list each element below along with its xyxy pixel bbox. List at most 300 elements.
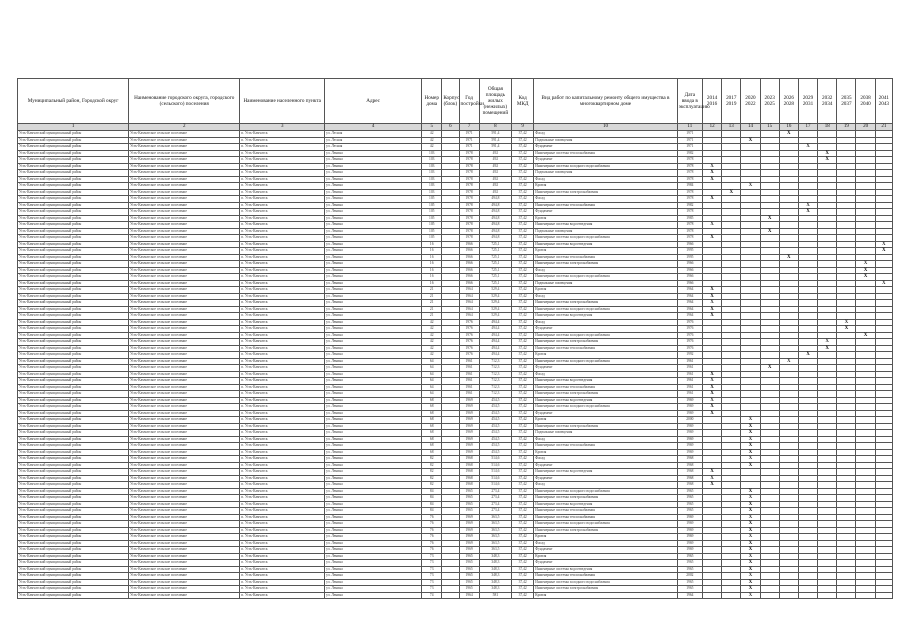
table-cell: 37,42 xyxy=(512,566,534,573)
table-cell: 103 xyxy=(422,176,442,183)
table-cell: 105 xyxy=(422,215,442,222)
table-cell: 1961 xyxy=(459,365,479,372)
period-mark: Х xyxy=(741,547,760,554)
table-cell: Усть-Камчатское сельское поселение xyxy=(129,495,240,502)
table-cell: 37,42 xyxy=(512,313,534,320)
table-cell: 37,42 xyxy=(512,553,534,560)
table-cell: Усть-Камчатский муниципальный район xyxy=(18,462,129,469)
table-cell: 103 xyxy=(422,157,442,164)
table-cell: 37,42 xyxy=(512,131,534,138)
table-cell: ул. Ленина xyxy=(325,378,422,385)
table-cell: ул. Ленина xyxy=(325,293,422,300)
table-cell: 76 xyxy=(422,540,442,547)
table-cell: Усть-Камчатский муниципальный район xyxy=(18,495,129,502)
header-cell: Наименование городского округа, городского (сельского) поселения xyxy=(129,79,240,124)
header-cell: 2035 2037 xyxy=(837,79,856,124)
table-cell: 37,42 xyxy=(512,170,534,177)
table-cell: 1969 xyxy=(677,423,702,430)
table-cell: 1968 xyxy=(677,475,702,482)
table-cell: Усть-Камчатский муниципальный район xyxy=(18,540,129,547)
table-row xyxy=(18,592,893,599)
column-number: 15 xyxy=(760,124,779,131)
column-number: 20 xyxy=(856,124,875,131)
table-cell: 84 xyxy=(422,488,442,495)
table-cell: п. Усть-Камчатск xyxy=(240,215,325,222)
table-cell: ул. Ленина xyxy=(325,345,422,352)
table-cell: Усть-Камчатское сельское поселение xyxy=(129,313,240,320)
table-cell: ул. Ленина xyxy=(325,573,422,580)
table-cell: 1961 xyxy=(677,391,702,398)
table-cell: 37,42 xyxy=(512,495,534,502)
table-cell: Усть-Камчатское сельское поселение xyxy=(129,228,240,235)
table-cell: 1965 xyxy=(677,501,702,508)
table-cell: ул. Ленина xyxy=(325,514,422,521)
table-cell: 1965 xyxy=(677,508,702,515)
table-cell: Усть-Камчатское сельское поселение xyxy=(129,488,240,495)
table-cell: Усть-Камчатский муниципальный район xyxy=(18,202,129,209)
table-cell: ул. Ленина xyxy=(325,189,422,196)
table-cell: Инженерные системы холодного водоснабжения xyxy=(534,235,677,242)
table-cell: Усть-Камчатский муниципальный район xyxy=(18,280,129,287)
period-mark: Х xyxy=(741,183,760,190)
table-cell: Усть-Камчатское сельское поселение xyxy=(129,560,240,567)
table-cell: ул. Ленина xyxy=(325,365,422,372)
table-cell: 21 xyxy=(422,306,442,313)
table-cell: Усть-Камчатский муниципальный район xyxy=(18,352,129,359)
table-cell: Усть-Камчатский муниципальный район xyxy=(18,560,129,567)
table-cell: 37,42 xyxy=(512,254,534,261)
table-cell: 1968 xyxy=(459,482,479,489)
table-cell: Усть-Камчатское сельское поселение xyxy=(129,410,240,417)
table-cell: 529,4 xyxy=(479,287,511,294)
table-cell xyxy=(818,592,837,599)
table-cell: 37,42 xyxy=(512,378,534,385)
period-mark: Х xyxy=(856,261,875,268)
table-cell: Усть-Камчатское сельское поселение xyxy=(129,280,240,287)
column-number: 8 xyxy=(479,124,511,131)
table-cell: Усть-Камчатский муниципальный район xyxy=(18,215,129,222)
table-cell: 591,4 xyxy=(479,144,511,151)
table-cell: Инженерные системы теплоснабжения xyxy=(534,573,677,580)
table-cell: п. Усть-Камчатск xyxy=(240,248,325,255)
table-cell: 37,42 xyxy=(512,469,534,476)
table-cell: 1976 xyxy=(677,332,702,339)
table-cell: 16 xyxy=(422,248,442,255)
table-cell: Фундамент xyxy=(534,365,677,372)
table-cell: Усть-Камчатский муниципальный район xyxy=(18,345,129,352)
table-cell xyxy=(837,592,856,599)
table-cell: Инженерные системы электроснабжения xyxy=(534,495,677,502)
table-cell: п. Усть-Камчатск xyxy=(240,430,325,437)
table-cell: 103 xyxy=(422,150,442,157)
period-mark: Х xyxy=(741,592,760,599)
table-cell: п. Усть-Камчатск xyxy=(240,521,325,528)
column-number: 19 xyxy=(837,124,856,131)
table-cell: Усть-Камчатское сельское поселение xyxy=(129,449,240,456)
table-cell: Усть-Камчатское сельское поселение xyxy=(129,131,240,138)
table-cell: 37,42 xyxy=(512,475,534,482)
table-cell: п. Усть-Камчатск xyxy=(240,150,325,157)
table-cell: ул. Ленина xyxy=(325,202,422,209)
table-cell: 37,42 xyxy=(512,527,534,534)
table-cell: 37,42 xyxy=(512,150,534,157)
table-cell: ул. Ленина xyxy=(325,254,422,261)
table-cell: 42 xyxy=(422,131,442,138)
table-cell: Кровля xyxy=(534,592,677,599)
table-cell: Усть-Камчатское сельское поселение xyxy=(129,300,240,307)
table-cell: 1961 xyxy=(677,371,702,378)
table-cell: 348,3 xyxy=(479,573,511,580)
column-number: 12 xyxy=(702,124,721,131)
table-cell: Усть-Камчатский муниципальный район xyxy=(18,131,129,138)
table-cell: Инженерные системы теплоснабжения xyxy=(534,345,677,352)
table-cell: 1995 xyxy=(677,254,702,261)
table-cell: 64 xyxy=(422,365,442,372)
table-cell: 64 xyxy=(422,371,442,378)
table-cell: ул. Ленина xyxy=(325,430,422,437)
table-cell: Усть-Камчатский муниципальный район xyxy=(18,527,129,534)
table-cell: ул. Лесная xyxy=(325,131,422,138)
column-number: 7 xyxy=(459,124,479,131)
table-cell: Фундамент xyxy=(534,462,677,469)
table-cell: ул. Ленина xyxy=(325,352,422,359)
table-cell: 1968 xyxy=(459,456,479,463)
table-cell: ул. Ленина xyxy=(325,508,422,515)
table-cell: п. Усть-Камчатск xyxy=(240,443,325,450)
period-mark: Х xyxy=(818,345,837,352)
table-cell: Усть-Камчатское сельское поселение xyxy=(129,378,240,385)
table-cell: Фасад xyxy=(534,540,677,547)
table-cell: 1969 xyxy=(459,417,479,424)
period-mark: Х xyxy=(875,280,892,287)
header-cell: Корпус (блок) xyxy=(442,79,459,124)
table-cell: 591,4 xyxy=(479,131,511,138)
table-cell: ул. Ленина xyxy=(325,176,422,183)
table-cell: ул. Ленина xyxy=(325,228,422,235)
table-cell: п. Усть-Камчатск xyxy=(240,540,325,547)
period-mark: Х xyxy=(741,436,760,443)
table-cell: 37,42 xyxy=(512,443,534,450)
table-cell: ул. Ленина xyxy=(325,404,422,411)
table-cell: 1965 xyxy=(459,560,479,567)
table-cell: Инженерные системы водоотведения xyxy=(534,469,677,476)
period-mark: Х xyxy=(856,267,875,274)
table-cell: 1964 xyxy=(677,592,702,599)
table-cell: Инженерные системы электроснабжения xyxy=(534,586,677,593)
table-cell: 37,42 xyxy=(512,319,534,326)
period-mark: Х xyxy=(702,397,721,404)
table-cell: 37,42 xyxy=(512,241,534,248)
table-cell: п. Усть-Камчатск xyxy=(240,144,325,151)
table-cell: 1968 xyxy=(459,462,479,469)
table-cell: ул. Ленина xyxy=(325,475,422,482)
table-cell: Усть-Камчатский муниципальный район xyxy=(18,267,129,274)
table-cell: 363,5 xyxy=(479,527,511,534)
table-cell: Инженерные системы теплоснабжения xyxy=(534,150,677,157)
table-cell: 1978 xyxy=(677,196,702,203)
table-cell: Усть-Камчатский муниципальный район xyxy=(18,579,129,586)
table-cell: Фундамент xyxy=(534,209,677,216)
table-cell: ул. Лесная xyxy=(325,144,422,151)
table-cell: Усть-Камчатское сельское поселение xyxy=(129,475,240,482)
period-mark: Х xyxy=(741,449,760,456)
table-cell: 37,42 xyxy=(512,534,534,541)
table-cell: 1965 xyxy=(459,501,479,508)
table-cell: ул. Ленина xyxy=(325,339,422,346)
table-cell: Усть-Камчатское сельское поселение xyxy=(129,261,240,268)
table-cell: 1976 xyxy=(459,339,479,346)
period-mark: Х xyxy=(837,319,856,326)
table-cell: п. Усть-Камчатск xyxy=(240,378,325,385)
table-cell: 1969 xyxy=(459,404,479,411)
table-cell: 1961 xyxy=(677,378,702,385)
table-cell: 1969 xyxy=(459,430,479,437)
table-cell: 1969 xyxy=(459,443,479,450)
table-cell: п. Усть-Камчатск xyxy=(240,475,325,482)
period-mark: Х xyxy=(741,456,760,463)
table-cell: Инженерные системы водоотведения xyxy=(534,241,677,248)
table-cell: Усть-Камчатское сельское поселение xyxy=(129,137,240,144)
table-cell: 712,3 xyxy=(479,371,511,378)
table-cell: ул. Ленина xyxy=(325,501,422,508)
capital-repair-table xyxy=(17,78,893,599)
table-cell: 84 xyxy=(422,508,442,515)
table-cell: Кровля xyxy=(534,449,677,456)
table-cell: 37,42 xyxy=(512,274,534,281)
table-cell: Усть-Камчатское сельское поселение xyxy=(129,443,240,450)
table-cell: 37,42 xyxy=(512,189,534,196)
table-cell: ул. Ленина xyxy=(325,157,422,164)
table-cell: 1965 xyxy=(459,579,479,586)
table-cell: 37,42 xyxy=(512,410,534,417)
table-cell: 454,5 xyxy=(479,443,511,450)
table-cell: Усть-Камчатский муниципальный район xyxy=(18,443,129,450)
table-cell xyxy=(702,592,721,599)
header-cell: 2029 2031 xyxy=(798,79,817,124)
table-cell: 494,4 xyxy=(479,345,511,352)
table-cell: 1961 xyxy=(677,384,702,391)
header-cell: 2014 2016 xyxy=(702,79,721,124)
table-cell: Усть-Камчатское сельское поселение xyxy=(129,332,240,339)
table-cell: 68 xyxy=(422,417,442,424)
table-cell: Усть-Камчатское сельское поселение xyxy=(129,462,240,469)
table-cell: 1976 xyxy=(459,326,479,333)
table-cell: Усть-Камчатский муниципальный район xyxy=(18,241,129,248)
period-mark: Х xyxy=(702,300,721,307)
table-cell: 1965 xyxy=(677,586,702,593)
table-cell: 37,42 xyxy=(512,449,534,456)
table-cell: 37,42 xyxy=(512,365,534,372)
table-cell: Усть-Камчатский муниципальный район xyxy=(18,417,129,424)
table-cell: 1992 xyxy=(677,352,702,359)
table-cell: п. Усть-Камчатск xyxy=(240,163,325,170)
table-cell: 1976 xyxy=(459,345,479,352)
table-cell: Усть-Камчатский муниципальный район xyxy=(18,514,129,521)
table-cell: 64 xyxy=(422,391,442,398)
table-cell: 1978 xyxy=(459,235,479,242)
table-cell: 1978 xyxy=(677,235,702,242)
table-cell: п. Усть-Камчатск xyxy=(240,501,325,508)
period-mark: Х xyxy=(702,469,721,476)
table-cell: 1969 xyxy=(677,430,702,437)
table-cell: 1968 xyxy=(677,462,702,469)
table-cell: 1985 xyxy=(677,215,702,222)
table-cell: Усть-Камчатский муниципальный район xyxy=(18,228,129,235)
table-cell: 1966 xyxy=(459,248,479,255)
table-cell: Подвальные помещения xyxy=(534,228,677,235)
table-cell: 73 xyxy=(422,579,442,586)
table-cell: Усть-Камчатское сельское поселение xyxy=(129,150,240,157)
table-cell: 454,5 xyxy=(479,436,511,443)
table-cell: Усть-Камчатский муниципальный район xyxy=(18,261,129,268)
period-mark: Х xyxy=(837,326,856,333)
column-number: 17 xyxy=(798,124,817,131)
table-cell: 1969 xyxy=(459,540,479,547)
column-number: 5 xyxy=(422,124,442,131)
table-cell: Фасад xyxy=(534,176,677,183)
table-cell: 1976 xyxy=(677,319,702,326)
table-cell: Фундамент xyxy=(534,475,677,482)
table-cell: ул. Ленина xyxy=(325,358,422,365)
table-cell: Фасад xyxy=(534,196,677,203)
table-cell: п. Усть-Камчатск xyxy=(240,410,325,417)
table-cell: Фундамент xyxy=(534,560,677,567)
table-cell: п. Усть-Камчатск xyxy=(240,456,325,463)
table-cell: Подвальные помещения xyxy=(534,280,677,287)
table-cell: Инженерные системы электроснабжения xyxy=(534,423,677,430)
table-cell: 273,4 xyxy=(479,488,511,495)
period-mark: Х xyxy=(741,423,760,430)
table-cell xyxy=(760,592,779,599)
table-cell: Усть-Камчатский муниципальный район xyxy=(18,235,129,242)
table-cell: 1965 xyxy=(459,488,479,495)
table-cell: 1966 xyxy=(677,280,702,287)
table-cell: ул. Ленина xyxy=(325,527,422,534)
table-cell: 42 xyxy=(422,332,442,339)
table-cell: п. Усть-Камчатск xyxy=(240,131,325,138)
table-cell: Кровля xyxy=(534,417,677,424)
table-cell: п. Усть-Камчатск xyxy=(240,176,325,183)
table-cell: 492 xyxy=(479,189,511,196)
table-cell: 363,5 xyxy=(479,547,511,554)
column-number: 10 xyxy=(534,124,677,131)
table-cell: ул. Ленина xyxy=(325,196,422,203)
table-cell: п. Усть-Камчатск xyxy=(240,261,325,268)
table-cell: п. Усть-Камчатск xyxy=(240,553,325,560)
table-cell: 21 xyxy=(422,313,442,320)
table-cell: 348,3 xyxy=(479,553,511,560)
table-cell: 1965 xyxy=(459,586,479,593)
table-cell: 454,5 xyxy=(479,423,511,430)
table-cell: 1965 xyxy=(459,553,479,560)
table-cell: 73 xyxy=(422,566,442,573)
table-cell: 1965 xyxy=(459,495,479,502)
table-cell: 1976 xyxy=(459,319,479,326)
table-cell: Усть-Камчатское сельское поселение xyxy=(129,345,240,352)
table-cell: ул. Ленина xyxy=(325,274,422,281)
table-cell: Подвальные помещения xyxy=(534,170,677,177)
table-cell: 37,42 xyxy=(512,521,534,528)
table-cell: Усть-Камчатское сельское поселение xyxy=(129,547,240,554)
period-mark: Х xyxy=(702,235,721,242)
table-cell: 454,5 xyxy=(479,430,511,437)
period-mark: Х xyxy=(702,306,721,313)
table-cell: 2002 xyxy=(677,573,702,580)
table-cell: п. Усть-Камчатск xyxy=(240,365,325,372)
table-cell: Усть-Камчатское сельское поселение xyxy=(129,235,240,242)
table-cell: Усть-Камчатское сельское поселение xyxy=(129,365,240,372)
table-cell: ул. Ленина xyxy=(325,488,422,495)
table-cell: ул. Ленина xyxy=(325,183,422,190)
table-cell: 1969 xyxy=(677,540,702,547)
table-cell: Фасад xyxy=(534,436,677,443)
column-number-row xyxy=(18,124,893,131)
header-cell: 2020 2022 xyxy=(741,79,760,124)
table-cell: Усть-Камчатское сельское поселение xyxy=(129,508,240,515)
period-mark: Х xyxy=(741,579,760,586)
table-cell: 529,4 xyxy=(479,293,511,300)
table-cell: Инженерные системы холодного водоснабжения xyxy=(534,332,677,339)
table-cell: 1978 xyxy=(677,176,702,183)
table-cell: 74 xyxy=(422,592,442,599)
table-cell: 1966 xyxy=(459,267,479,274)
table-cell: ул. Ленина xyxy=(325,170,422,177)
table-cell: Усть-Камчатский муниципальный район xyxy=(18,209,129,216)
table-cell: п. Усть-Камчатск xyxy=(240,560,325,567)
table-cell: 1969 xyxy=(459,410,479,417)
table-cell: 73 xyxy=(422,560,442,567)
column-number: 9 xyxy=(512,124,534,131)
table-cell: Усть-Камчатское сельское поселение xyxy=(129,482,240,489)
table-cell: п. Усть-Камчатск xyxy=(240,209,325,216)
table-cell: ул. Ленина xyxy=(325,462,422,469)
table-cell: Усть-Камчатский муниципальный район xyxy=(18,410,129,417)
table-cell: 76 xyxy=(422,527,442,534)
period-mark: Х xyxy=(702,196,721,203)
table-cell: 1969 xyxy=(677,397,702,404)
table-cell: 1969 xyxy=(677,410,702,417)
table-cell: п. Усть-Камчатск xyxy=(240,287,325,294)
table-cell: Усть-Камчатский муниципальный район xyxy=(18,371,129,378)
period-mark: Х xyxy=(760,228,779,235)
table-cell: 64 xyxy=(422,384,442,391)
table-cell: Усть-Камчатский муниципальный район xyxy=(18,248,129,255)
table-cell: 73 xyxy=(422,553,442,560)
table-cell: п. Усть-Камчатск xyxy=(240,189,325,196)
table-cell: Фундамент xyxy=(534,410,677,417)
table-cell: Усть-Камчатское сельское поселение xyxy=(129,176,240,183)
table-cell xyxy=(798,592,817,599)
table-cell: 37,42 xyxy=(512,267,534,274)
table-cell: 1978 xyxy=(459,157,479,164)
header-cell: Номер дома xyxy=(422,79,442,124)
table-cell: Усть-Камчатское сельское поселение xyxy=(129,566,240,573)
header-cell: 2026 2028 xyxy=(779,79,798,124)
table-cell: 581 xyxy=(479,592,511,599)
table-cell: Усть-Камчатский муниципальный район xyxy=(18,300,129,307)
table-cell: 348,3 xyxy=(479,560,511,567)
table-cell: Усть-Камчатское сельское поселение xyxy=(129,514,240,521)
table-cell: 37,42 xyxy=(512,157,534,164)
header-cell: Код МКД xyxy=(512,79,534,124)
table-cell: Усть-Камчатское сельское поселение xyxy=(129,144,240,151)
table-cell: Усть-Камчатское сельское поселение xyxy=(129,196,240,203)
table-cell: Усть-Камчатское сельское поселение xyxy=(129,202,240,209)
table-cell: Усть-Камчатский муниципальный район xyxy=(18,144,129,151)
table-cell: 16 xyxy=(422,254,442,261)
period-mark: Х xyxy=(702,176,721,183)
table-cell: 1969 xyxy=(459,547,479,554)
